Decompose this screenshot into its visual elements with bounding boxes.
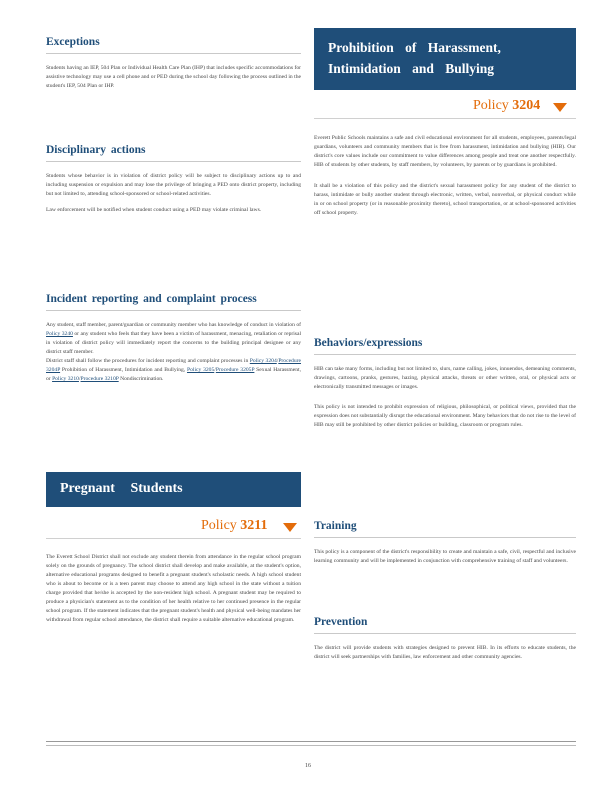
behaviors-text-1: HIB can take many forms, including but not limited to, slurs, name calling, jokes, innuendos, demeaning comments, drawings, cartoons, pranks, gestures, hazing, physical attacks, threats or other written, oral, or physical acts or electronically transmitted messages or images.: [314, 366, 576, 390]
behaviors-section: [314, 337, 576, 437]
footer-rule-bottom: [46, 745, 576, 746]
incident-heading: Incident reporting and complaint process: [46, 293, 301, 311]
law-enforcement-text: Law enforcement will be notified when student conduct using a PED may violate criminal laws.: [46, 207, 262, 213]
pregnant-students-section: [46, 553, 301, 632]
harassment-banner: Prohibition of Harassment, Intimidation and Bullying: [314, 28, 576, 90]
prevention-section: [314, 616, 576, 669]
policy-3205-link[interactable]: Policy 3205: [186, 367, 215, 373]
behaviors-heading: Behaviors/expressions: [314, 337, 576, 355]
policy-3204-rule: [314, 118, 576, 119]
policy-3211-rule: [46, 538, 301, 539]
training-heading: Training: [314, 520, 576, 538]
procedure-3205p-link[interactable]: Procedure 3205P: [215, 367, 255, 373]
policy-3204-link[interactable]: Policy 3204: [249, 358, 277, 364]
training-section: [314, 520, 576, 573]
procedure-3204p-link[interactable]: Procedure 3204P: [46, 358, 301, 373]
incident-section: [46, 293, 301, 391]
exceptions-section: [46, 36, 301, 98]
right-column: [314, 134, 576, 225]
pregnant-students-text: The Everett School District shall not exclude any student therein from attendance in the regular school program solely on the grounds of pregnancy. The school district shall develop and make available, at the student's option, alternative educational programs designed to benefit a pregnant student's scholastic needs. A high school student who is about to become or is a teen parent may choose to attend any high school in the state without a tuition charge provided that he/she is accepted by the non-resident high school. A pregnant student may be required to produce a physician's statement as to the condition of her health relative to her continued presence in the regular school program. If the statement indicates that the pregnant student's health and physical well-being mandates her withdrawal from regular school attendance, the district shall require a suitable alternative educational program.: [46, 554, 301, 623]
prevention-text: The district will provide students with strategies designed to prevent HIB. In its efforts to educate students, the district will seek partnerships with families, law enforcement and other community agencies.: [314, 645, 576, 660]
footer-rule-top: [46, 741, 576, 742]
policy-3211-label: Policy 3211: [201, 518, 268, 533]
page-number: 16: [305, 763, 311, 769]
behaviors-text-2: This policy is not intended to prohibit expression of religious, philosophical, or political views, provided that the expression does not substantially disrupt the educational environment. Many behaviors that do not rise to the level of HIB may still be prohibited by other district policies or building, classroom or program rules.: [314, 404, 576, 428]
policy-3204-label: Policy 3204: [473, 98, 541, 113]
training-text: This policy is a component of the district's responsibility to create and maintain a safe, civil, respectful and inclusive learning community and will be implemented in conjunction with comprehensive training of staff and volunteers.: [314, 549, 576, 564]
hib-violation-text: It shall be a violation of this policy and the district's sexual harassment policy for any student of the district to harass, intimidate or bully another student through electronic, written, verbal, nonverbal, or physical conduct while in or on school property (or in reasonable proximity thereto), school transportation, or at school-sponsored activities off school property.: [314, 183, 576, 216]
policy-3204-arrow-icon: [553, 103, 567, 112]
pregnant-students-banner: Pregnant Students: [46, 472, 301, 507]
exceptions-text: Students having an IEP, 504 Plan or Individual Health Care Plan (IHP) that includes specific accommodations for assistive technology may use a cell phone and or PED during the school day following the process outlined in the student's IEP, 504 Plan or IHP.: [46, 65, 301, 89]
incident-text-1: Any student, staff member, parent/guardian or community member who has knowledge of conduct in violation of Policy 3240 or any student who feels that they have been a victim of harassment, menacing, retaliation or reprisal in violation of district policy will immediately report the concerns to the building principal designee or any district staff member.: [46, 322, 301, 355]
policy-3210-link[interactable]: Policy 3210: [52, 376, 79, 382]
disciplinary-section: [46, 144, 301, 222]
exceptions-heading: Exceptions: [46, 36, 301, 54]
prevention-heading: Prevention: [314, 616, 576, 634]
disciplinary-text: Students whose behavior is in violation of district policy will be subject to disciplinary actions up to and including suspension or expulsion and may lose the privilege of bringing a PED onto district property, including but not limited to, attending school-sponsored or school-related activities.: [46, 173, 301, 197]
procedure-3210p-link[interactable]: Procedure 3210P: [80, 376, 119, 382]
incident-text-2: District staff shall follow the procedures for incident reporting and complaint processes in Policy 3204/Procedure 3204P Prohibition of Harassment, Intimidation and Bullying, Policy 3205/Procedure 3205P Sexual Harassment, or Policy 3210/Procedure 3210P Nondiscrimination.: [46, 358, 302, 382]
disciplinary-heading: Disciplinary actions: [46, 144, 301, 162]
policy-3240-link[interactable]: Policy 3240: [46, 331, 73, 337]
hib-intro-text: Everett Public Schools maintains a safe and civil educational environment for all students, employees, parents/legal guardians, volunteers and community members that is free from harassment, intimidation and bullying (HIB). Our district's core values include our commitment to value differences among people and treat one another respectfully. HIB of students by other students, by staff members, by volunteers, by parents or by guardians is prohibited.: [314, 135, 576, 168]
policy-3211-arrow-icon: [283, 523, 297, 532]
